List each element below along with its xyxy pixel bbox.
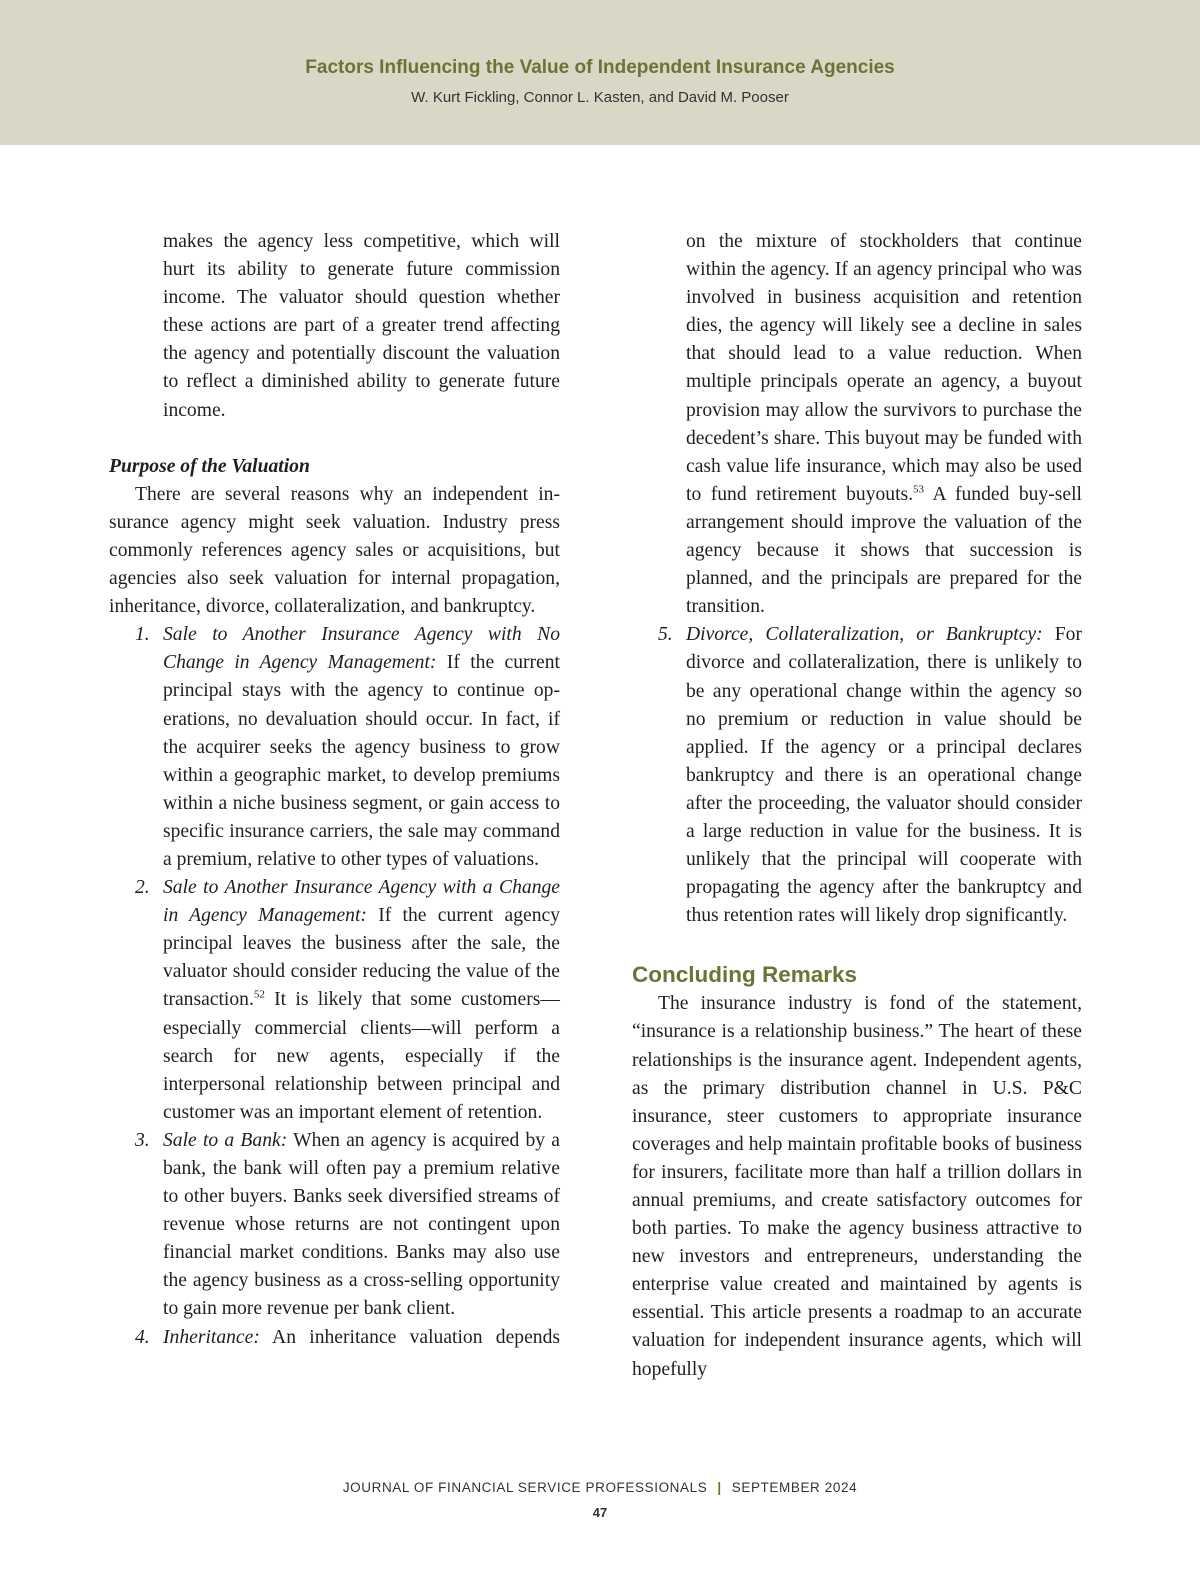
concluding-paragraph: The insurance industry is fond of the statement, “insurance is a relationship business.” The heart of these relationships is the insurance agent. Independent agents, as the primary distribution channel in U.S. P&C insurance, steer customers to appropriate insurance coverages and help maintain profitable books of business for insurers, facilitate more than half a trillion dollars in annual premiums, and create satisfactory outcomes for both parties. To make the agency business attractive to new investors and entrepreneurs, understanding the enterprise value created and maintained by agents is essential. This article presents a roadmap to an accurate valuation for independent insurance agents, which will hopefully [632,993,1082,1380]
continued-text: on the mixture of stockholders that continue within the agency. If an agency principal who was involved in business acquisition and retention dies, the agency will likely see a decline in sales that should lead to a value reduction. When multiple principals operate an agency, a buyout provision may allow the survivors to purchase the decedent’s share. This buyout may be funded with cash value life insurance, which may also be used to fund retirement buyouts. [686,231,1082,505]
running-header [0,0,1200,145]
right-column [632,228,1082,1384]
list-number: 3. [135,1129,150,1151]
journal-name: JOURNAL OF FINANCIAL SERVICE PROFESSIONALS [342,1480,708,1495]
list-text: If the current agency principal leaves the business after the sale, the valuator should consider reducing the value of the transaction. [163,905,560,1011]
list-item [135,1127,560,1324]
list-item [135,621,560,874]
footnote-ref: 53 [913,483,925,496]
list-text: An inheritance valuation depends [259,1326,560,1348]
list-number: 4. [135,1326,150,1348]
footnote-ref: 52 [253,988,265,1001]
list-text: It is likely that some customers—especially commercial clients—will perform a search for new agents, especially if the interpersonal relationship between principal and customer was an important element of retention. [163,989,560,1123]
page-number: 47 [592,1505,608,1520]
valuation-purpose-list [109,621,560,1351]
list-lead: Inheritance: [163,1326,260,1348]
list-lead: Sale to a Bank: [163,1129,288,1151]
header-title: Factors Influencing the Value of Independent Insurance Agencies [305,57,895,78]
list-lead: Divorce, Collateralization, or Bankruptcy: [686,624,1043,646]
purpose-heading: Purpose of the Valuation [109,455,310,477]
continued-paragraph: makes the agency less competitive, which will hurt its ability to generate future commission income. The valuator should question whether these actions are part of a greater trend affecting the agency and potentially discount the valuation to reflect a diminished ability to generate future income. [163,231,560,421]
continued-paragraph [632,228,1082,621]
list-item [632,621,1082,930]
footer-journal [0,1480,1200,1495]
purpose-paragraph: There are several reasons why an independent insurance agency might seek valuation. Industry press commonly references agency sales or acquisitions, but agencies also seek valuation for internal propagation, inheritance, divorce, collateralization, and bankruptcy. [109,483,560,618]
list-text: For divorce and collateralization, there is unlikely to be any operational change within the agency so no premium or reduction in value should be applied. If the agency or a principal declares bankruptcy and there is an operational change after the proceeding, the valuator should consider a large reduction in value for the business. It is unlikely that the principal will cooperate with propagating the agency after the bankruptcy and thus retention rates will likely drop significantly. [686,624,1082,927]
footer-separator: | [717,1480,722,1495]
list-item [135,874,560,1127]
list-text: When an agency is acquired by a bank, the bank will often pay a premium relative to other buyers. Banks seek diversified streams of revenue whose returns are not contingent upon financial market conditions. Banks may also use the agency business as a cross-selling opportunity to gain more revenue per bank client. [163,1129,560,1320]
list-item [135,1324,560,1352]
header-authors: W. Kurt Fickling, Connor L. Kasten, and David M. Pooser [411,89,789,106]
list-number: 5. [658,624,673,646]
continued-text: A funded buy-sell arrangement should improve the valuation of the agency because it shows that succession is planned, and the principals are prepared for the transition. [686,483,1082,618]
list-lead: Sale to Another Insurance Agency with No Change in Agency Management: [163,624,560,674]
concluding-heading: Concluding Remarks [632,962,858,988]
list-lead: Sale to Another Insurance Agency with a Change in Agency Management: [163,877,560,927]
issue-date: SEPTEMBER 2024 [731,1480,858,1495]
list-number: 1. [135,624,150,646]
list-text: If the current principal stays with the agency to continue operations, no devaluation should occur. In fact, if the acquirer seeks the agency business to grow within a geographic market, to develop premiums within a niche business segment, or gain access to specific insurance carriers, the sale may command a premium, relative to other types of valuations. [163,652,560,870]
list-number: 2. [135,877,150,899]
left-column [109,228,560,1352]
